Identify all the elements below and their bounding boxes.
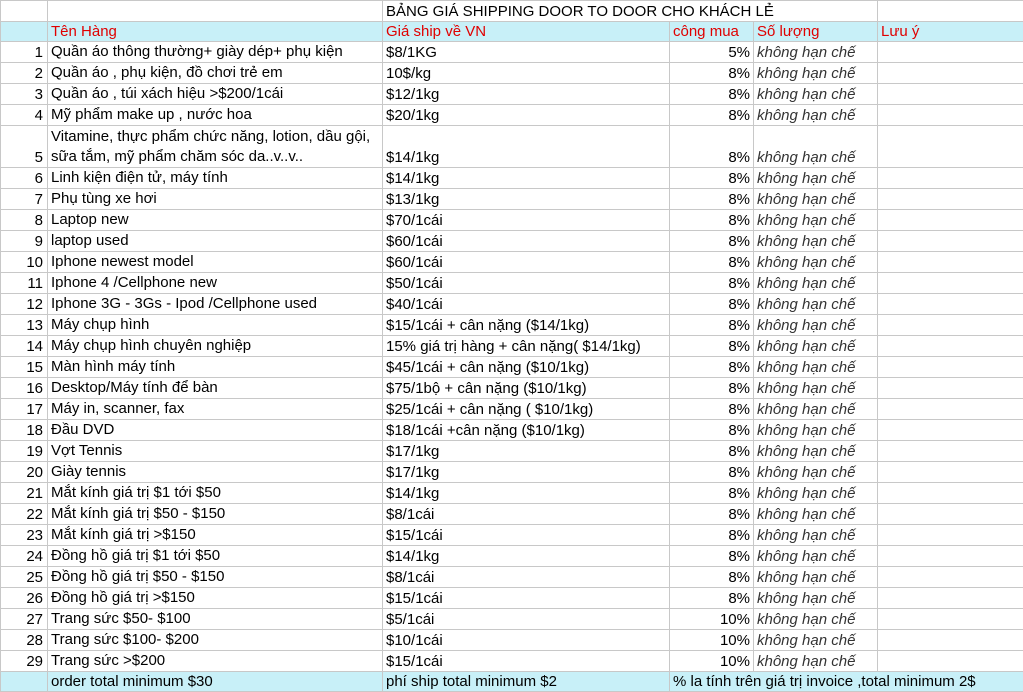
item-name-cell[interactable]: Vợt Tennis [48,440,383,461]
item-price-cell[interactable]: $14/1kg [383,126,670,167]
item-note-cell[interactable] [878,503,1023,524]
item-fee-cell[interactable]: 8% [670,482,754,503]
item-fee-cell[interactable]: 8% [670,251,754,272]
header-row-number-cell[interactable] [1,21,48,42]
item-name-cell[interactable]: Máy in, scanner, fax [48,398,383,419]
item-fee-cell[interactable]: 8% [670,377,754,398]
table-row [1,545,1023,566]
item-quantity-cell[interactable]: không hạn chế [754,398,878,419]
item-price-cell[interactable]: $13/1kg [383,188,670,209]
item-name-cell[interactable]: Trang sức $100- $200 [48,629,383,650]
item-name-cell[interactable]: Iphone newest model [48,251,383,272]
item-fee-cell[interactable]: 8% [670,356,754,377]
item-name-cell[interactable]: Vitamine, thực phẩm chức năng, lotion, dầu gội, sữa tắm, mỹ phẩm chăm sóc da..v..v.. [48,126,383,167]
item-note-cell[interactable] [878,126,1023,167]
item-name-cell[interactable]: Máy chụp hình chuyên nghiệp [48,335,383,356]
table-row [1,356,1023,377]
item-price-cell[interactable]: $8/1cái [383,503,670,524]
row-number[interactable]: 22 [1,503,48,524]
item-fee-cell[interactable]: 8% [670,293,754,314]
item-quantity-cell[interactable]: không hạn chế [754,209,878,230]
footer-row-number-cell[interactable] [1,671,48,692]
table-row [1,629,1023,650]
row-number[interactable]: 17 [1,398,48,419]
row-number[interactable]: 20 [1,461,48,482]
footer-name[interactable]: order total minimum $30 [48,671,383,692]
item-note-cell[interactable] [878,629,1023,650]
table-row [1,105,1023,126]
item-quantity-cell[interactable]: không hạn chế [754,188,878,209]
item-note-cell[interactable] [878,587,1023,608]
item-fee-cell[interactable]: 8% [670,126,754,167]
item-note-cell[interactable] [878,524,1023,545]
table-row [1,188,1023,209]
item-note-cell[interactable] [878,482,1023,503]
row-number[interactable]: 1 [1,42,48,63]
item-price-cell[interactable]: $15/1cái [383,650,670,671]
item-price-cell[interactable]: $15/1cái [383,524,670,545]
row-number[interactable]: 29 [1,650,48,671]
item-quantity-cell[interactable]: không hạn chế [754,84,878,105]
table-row [1,84,1023,105]
table-row [1,209,1023,230]
item-price-cell[interactable]: $60/1cái [383,251,670,272]
item-note-cell[interactable] [878,377,1023,398]
item-price-cell[interactable]: $20/1kg [383,105,670,126]
row-number[interactable]: 7 [1,188,48,209]
item-price-cell[interactable]: $12/1kg [383,84,670,105]
table-row [1,503,1023,524]
title-empty-cell[interactable] [878,1,1023,22]
item-name-cell[interactable]: Màn hình máy tính [48,356,383,377]
table-row [1,272,1023,293]
row-number[interactable]: 2 [1,63,48,84]
row-number[interactable]: 15 [1,356,48,377]
item-price-cell[interactable]: $14/1kg [383,482,670,503]
item-note-cell[interactable] [878,419,1023,440]
item-fee-cell[interactable]: 8% [670,398,754,419]
item-quantity-cell[interactable]: không hạn chế [754,419,878,440]
table-row [1,608,1023,629]
table-row [1,377,1023,398]
row-number[interactable]: 21 [1,482,48,503]
header-price[interactable]: Giá ship về VN [383,21,670,42]
item-price-cell[interactable]: $14/1kg [383,545,670,566]
item-fee-cell[interactable]: 10% [670,650,754,671]
row-number[interactable]: 12 [1,293,48,314]
item-price-cell[interactable]: $18/1cái +cân nặng ($10/1kg) [383,419,670,440]
item-fee-cell[interactable]: 8% [670,587,754,608]
item-fee-cell[interactable]: 8% [670,545,754,566]
header-quantity[interactable]: Số lượng [754,21,878,42]
item-quantity-cell[interactable]: không hạn chế [754,524,878,545]
item-fee-cell[interactable]: 8% [670,524,754,545]
item-fee-cell[interactable]: 10% [670,629,754,650]
item-price-cell[interactable]: $5/1cái [383,608,670,629]
item-name-cell[interactable]: Mắt kính giá trị $50 - $150 [48,503,383,524]
item-price-cell[interactable]: $25/1cái + cân nặng ( $10/1kg) [383,398,670,419]
item-fee-cell[interactable]: 8% [670,230,754,251]
item-quantity-cell[interactable]: không hạn chế [754,545,878,566]
item-note-cell[interactable] [878,314,1023,335]
item-quantity-cell[interactable]: không hạn chế [754,503,878,524]
row-number[interactable]: 25 [1,566,48,587]
item-quantity-cell[interactable]: không hạn chế [754,293,878,314]
title-spacer-cell[interactable] [48,1,383,22]
header-name[interactable]: Tên Hàng [48,21,383,42]
row-number[interactable]: 13 [1,314,48,335]
table-row [1,251,1023,272]
item-note-cell[interactable] [878,356,1023,377]
item-name-cell[interactable]: Linh kiện điện tử, máy tính [48,167,383,188]
item-price-cell[interactable]: $70/1cái [383,209,670,230]
table-row [1,419,1023,440]
item-name-cell[interactable]: Mắt kính giá trị $1 tới $50 [48,482,383,503]
item-fee-cell[interactable]: 8% [670,167,754,188]
row-number[interactable]: 24 [1,545,48,566]
item-quantity-cell[interactable]: không hạn chế [754,587,878,608]
item-quantity-cell[interactable]: không hạn chế [754,63,878,84]
item-price-cell[interactable]: $15/1cái + cân nặng ($14/1kg) [383,314,670,335]
row-number[interactable]: 9 [1,230,48,251]
item-fee-cell[interactable]: 8% [670,440,754,461]
title-row [1,1,1023,22]
item-note-cell[interactable] [878,650,1023,671]
table-row [1,566,1023,587]
item-note-cell[interactable] [878,105,1023,126]
table-row [1,314,1023,335]
item-quantity-cell[interactable]: không hạn chế [754,126,878,167]
item-price-cell[interactable]: $8/1cái [383,566,670,587]
header-note[interactable]: Lưu ý [878,21,1023,42]
item-fee-cell[interactable]: 10% [670,608,754,629]
table-row [1,650,1023,671]
footer-price[interactable]: phí ship total minimum $2 [383,671,670,692]
row-number[interactable]: 4 [1,105,48,126]
row-number[interactable]: 28 [1,629,48,650]
item-quantity-cell[interactable]: không hạn chế [754,461,878,482]
table-row [1,335,1023,356]
item-price-cell[interactable]: $17/1kg [383,440,670,461]
item-name-cell[interactable]: Đầu DVD [48,419,383,440]
row-number[interactable]: 10 [1,251,48,272]
item-quantity-cell[interactable]: không hạn chế [754,272,878,293]
table-row [1,440,1023,461]
row-number[interactable]: 16 [1,377,48,398]
item-quantity-cell[interactable]: không hạn chế [754,566,878,587]
table-row [1,587,1023,608]
item-name-cell[interactable]: Iphone 4 /Cellphone new [48,272,383,293]
item-price-cell[interactable]: $60/1cái [383,230,670,251]
item-fee-cell[interactable]: 8% [670,419,754,440]
table-row [1,482,1023,503]
item-note-cell[interactable] [878,84,1023,105]
item-price-cell[interactable]: $8/1KG [383,42,670,63]
item-quantity-cell[interactable]: không hạn chế [754,608,878,629]
row-number[interactable]: 11 [1,272,48,293]
item-name-cell[interactable]: Quần áo , túi xách hiệu >$200/1cái [48,84,383,105]
item-fee-cell[interactable]: 8% [670,503,754,524]
item-price-cell[interactable]: $50/1cái [383,272,670,293]
row-number[interactable]: 19 [1,440,48,461]
item-note-cell[interactable] [878,293,1023,314]
item-name-cell[interactable]: Giày tennis [48,461,383,482]
item-name-cell[interactable]: Quần áo thông thường+ giày dép+ phụ kiện [48,42,383,63]
row-number[interactable]: 26 [1,587,48,608]
table-row [1,230,1023,251]
item-fee-cell[interactable]: 8% [670,461,754,482]
item-price-cell[interactable]: $75/1bộ + cân nặng ($10/1kg) [383,377,670,398]
item-name-cell[interactable]: Quần áo , phụ kiện, đồ chơi trẻ em [48,63,383,84]
table-row [1,398,1023,419]
row-number[interactable]: 23 [1,524,48,545]
item-quantity-cell[interactable]: không hạn chế [754,440,878,461]
item-note-cell[interactable] [878,440,1023,461]
item-fee-cell[interactable]: 8% [670,272,754,293]
item-name-cell[interactable]: Đồng hồ giá trị >$150 [48,587,383,608]
item-fee-cell[interactable]: 8% [670,188,754,209]
item-price-cell[interactable]: $10/1cái [383,629,670,650]
table-row [1,126,1023,167]
item-fee-cell[interactable]: 8% [670,314,754,335]
item-quantity-cell[interactable]: không hạn chế [754,335,878,356]
item-note-cell[interactable] [878,188,1023,209]
item-quantity-cell[interactable]: không hạn chế [754,482,878,503]
item-note-cell[interactable] [878,63,1023,84]
table-row [1,461,1023,482]
sheet-title[interactable]: BẢNG GIÁ SHIPPING DOOR TO DOOR CHO KHÁCH LẺ [383,1,878,22]
item-price-cell[interactable]: $45/1cái + cân nặng ($10/1kg) [383,356,670,377]
item-price-cell[interactable]: 10$/kg [383,63,670,84]
item-fee-cell[interactable]: 8% [670,335,754,356]
item-note-cell[interactable] [878,272,1023,293]
item-note-cell[interactable] [878,230,1023,251]
item-fee-cell[interactable]: 8% [670,566,754,587]
item-name-cell[interactable]: Đồng hồ giá trị $50 - $150 [48,566,383,587]
item-note-cell[interactable] [878,167,1023,188]
item-price-cell[interactable]: $17/1kg [383,461,670,482]
item-note-cell[interactable] [878,398,1023,419]
item-fee-cell[interactable]: 8% [670,63,754,84]
table-row [1,63,1023,84]
row-number[interactable]: 27 [1,608,48,629]
row-number[interactable]: 3 [1,84,48,105]
footer-row [1,671,1023,692]
item-fee-cell[interactable]: 8% [670,105,754,126]
item-quantity-cell[interactable]: không hạn chế [754,377,878,398]
title-row-number-cell[interactable] [1,1,48,22]
item-note-cell[interactable] [878,251,1023,272]
item-name-cell[interactable]: Laptop new [48,209,383,230]
row-number[interactable]: 8 [1,209,48,230]
item-name-cell[interactable]: Mỹ phẩm make up , nước hoa [48,105,383,126]
item-name-cell[interactable]: Máy chụp hình [48,314,383,335]
item-note-cell[interactable] [878,209,1023,230]
row-number[interactable]: 5 [1,126,48,167]
item-note-cell[interactable] [878,461,1023,482]
item-name-cell[interactable]: Đồng hồ giá trị $1 tới $50 [48,545,383,566]
item-fee-cell[interactable]: 8% [670,209,754,230]
item-quantity-cell[interactable]: không hạn chế [754,42,878,63]
item-quantity-cell[interactable]: không hạn chế [754,167,878,188]
table-row [1,524,1023,545]
item-name-cell[interactable]: laptop used [48,230,383,251]
item-quantity-cell[interactable]: không hạn chế [754,650,878,671]
table-row [1,293,1023,314]
item-note-cell[interactable] [878,545,1023,566]
item-fee-cell[interactable]: 5% [670,42,754,63]
header-fee[interactable]: công mua [670,21,754,42]
item-price-cell[interactable]: $14/1kg [383,167,670,188]
item-note-cell[interactable] [878,608,1023,629]
row-number[interactable]: 6 [1,167,48,188]
item-quantity-cell[interactable]: không hạn chế [754,356,878,377]
item-name-cell[interactable]: Desktop/Máy tính để bàn [48,377,383,398]
item-quantity-cell[interactable]: không hạn chế [754,629,878,650]
item-quantity-cell[interactable]: không hạn chế [754,105,878,126]
footer-fee[interactable]: % la tính trên giá trị invoice ,total minimum 2$ [670,671,1023,692]
item-quantity-cell[interactable]: không hạn chế [754,251,878,272]
item-name-cell[interactable]: Phụ tùng xe hơi [48,188,383,209]
item-quantity-cell[interactable]: không hạn chế [754,230,878,251]
item-note-cell[interactable] [878,335,1023,356]
item-name-cell[interactable]: Trang sức $50- $100 [48,608,383,629]
item-name-cell[interactable]: Mắt kính giá trị >$150 [48,524,383,545]
item-name-cell[interactable]: Trang sức >$200 [48,650,383,671]
table-row [1,42,1023,63]
item-note-cell[interactable] [878,42,1023,63]
header-row [1,21,1023,42]
item-price-cell[interactable]: 15% giá trị hàng + cân nặng( $14/1kg) [383,335,670,356]
item-price-cell[interactable]: $15/1cái [383,587,670,608]
row-number[interactable]: 18 [1,419,48,440]
item-note-cell[interactable] [878,566,1023,587]
item-name-cell[interactable]: Iphone 3G - 3Gs - Ipod /Cellphone used [48,293,383,314]
item-price-cell[interactable]: $40/1cái [383,293,670,314]
item-fee-cell[interactable]: 8% [670,84,754,105]
table-row [1,167,1023,188]
row-number[interactable]: 14 [1,335,48,356]
item-quantity-cell[interactable]: không hạn chế [754,314,878,335]
